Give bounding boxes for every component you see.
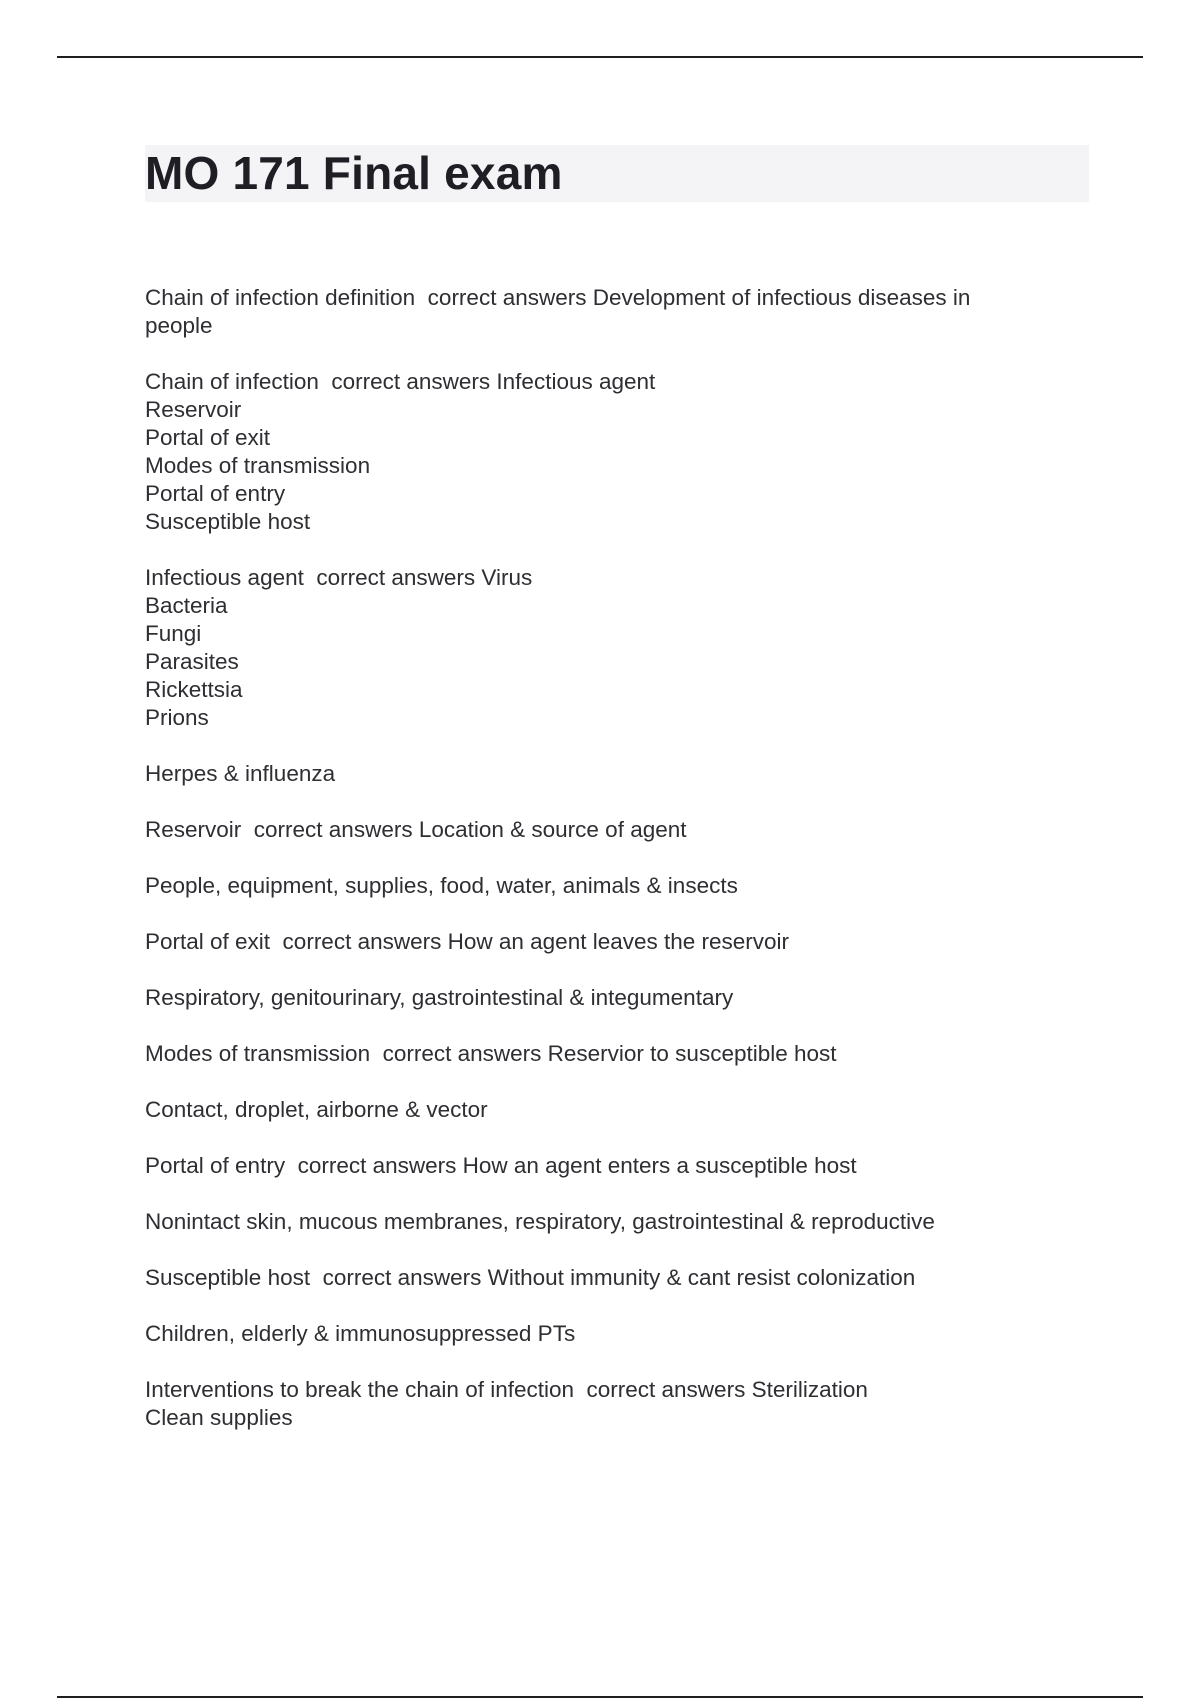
text-line: Herpes & influenza — [145, 761, 336, 786]
qa-block — [145, 1096, 1045, 1124]
qa-block — [145, 1208, 1045, 1236]
qa-block — [145, 816, 1045, 844]
qa-block — [145, 872, 1045, 900]
qa-block — [145, 760, 1045, 788]
text-line: Interventions to break the chain of infection correct answers Sterilization — [145, 1377, 868, 1402]
qa-block — [145, 1376, 1045, 1432]
page-title: MO 171 Final exam — [145, 147, 563, 199]
qa-block — [145, 1040, 1045, 1068]
qa-block — [145, 564, 1045, 732]
text-line: Children, elderly & immunosuppressed PTs — [145, 1321, 576, 1346]
qa-block — [145, 284, 1045, 340]
text-line: Susceptible host correct answers Without immunity & cant resist colonization — [145, 1265, 916, 1290]
text-line: Susceptible host — [145, 509, 311, 534]
qa-block — [145, 928, 1045, 956]
qa-block — [145, 1320, 1045, 1348]
text-line: Clean supplies — [145, 1405, 293, 1430]
qa-block — [145, 368, 1045, 536]
text-line: Portal of exit — [145, 425, 271, 450]
text-line: Bacteria — [145, 593, 228, 618]
text-line: Respiratory, genitourinary, gastrointestinal & integumentary — [145, 985, 734, 1010]
text-line: Reservoir — [145, 397, 242, 422]
text-line: Reservoir correct answers Location & source of agent — [145, 817, 687, 842]
text-line: Rickettsia — [145, 677, 243, 702]
qa-block — [145, 1152, 1045, 1180]
text-line: Fungi — [145, 621, 202, 646]
text-line: Chain of infection correct answers Infectious agent — [145, 369, 656, 394]
text-line: Parasites — [145, 649, 239, 674]
bottom-rule — [57, 1696, 1143, 1698]
text-line: Portal of entry correct answers How an agent enters a susceptible host — [145, 1153, 857, 1178]
qa-block — [145, 984, 1045, 1012]
text-line: People, equipment, supplies, food, water, animals & insects — [145, 873, 738, 898]
qa-block — [145, 1264, 1045, 1292]
text-line: Infectious agent correct answers Virus — [145, 565, 533, 590]
text-line: Modes of transmission correct answers Reservior to susceptible host — [145, 1041, 837, 1066]
text-line: people — [145, 313, 213, 338]
text-line: Nonintact skin, mucous membranes, respiratory, gastrointestinal & reproductive — [145, 1209, 935, 1234]
text-line: Modes of transmission — [145, 453, 371, 478]
text-line: Chain of infection definition correct answers Development of infectious diseases in — [145, 285, 971, 310]
text-line: Contact, droplet, airborne & vector — [145, 1097, 488, 1122]
text-line: Prions — [145, 705, 209, 730]
text-line: Portal of entry — [145, 481, 286, 506]
document-body — [145, 284, 1045, 1460]
top-rule — [57, 56, 1143, 58]
text-line: Portal of exit correct answers How an agent leaves the reservoir — [145, 929, 790, 954]
